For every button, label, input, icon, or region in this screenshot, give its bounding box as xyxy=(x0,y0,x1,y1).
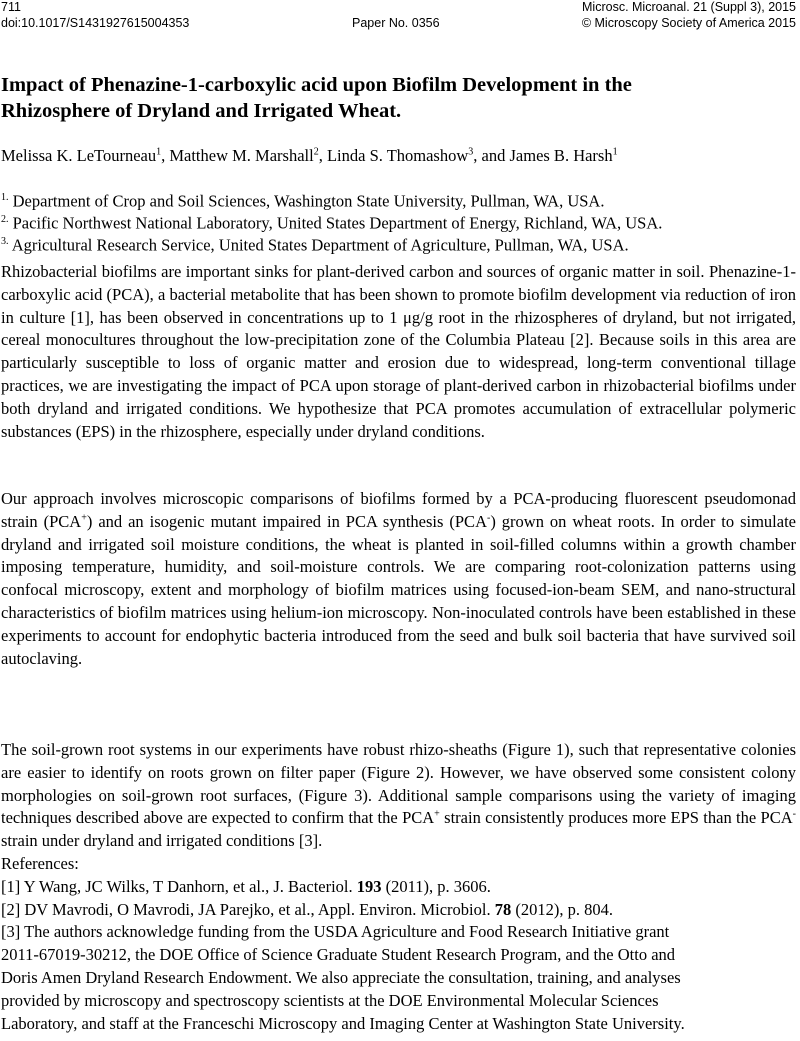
page-number: 711 xyxy=(1,0,21,14)
affiliation-number: 3. xyxy=(1,236,9,247)
author-name: Melissa K. LeTourneau xyxy=(1,146,157,165)
author-affiliation: 1 xyxy=(612,146,618,158)
affiliation-list xyxy=(1,187,662,253)
author-affiliation: 1 xyxy=(156,146,162,158)
paper-title xyxy=(1,72,791,124)
author-affiliation: 2 xyxy=(313,146,319,158)
reference-3-line: 2011-67019-30212, the DOE Office of Science Graduate Student Research Program, and the Otto and xyxy=(1,945,676,965)
reference-1: [1] Y Wang, JC Wilks, T Danhorn, et al., J. Bacteriol. 193 (2011), p. 3606. xyxy=(1,876,491,896)
reference-3-line: Laboratory, and staff at the Franceschi Microscopy and Imaging Center at Washington State University. xyxy=(1,1013,685,1033)
references-section xyxy=(1,853,796,1035)
author-list xyxy=(1,146,618,166)
affiliation-number: 2. xyxy=(1,214,9,225)
author-name: James B. Harsh xyxy=(509,146,613,165)
references-heading: References: xyxy=(1,854,79,873)
body-paragraph-1: Rhizobacterial biofilms are important sinks for plant-derived carbon and sources of organic matter in soil. Phenazine-1-carboxylic acid (PCA), a bacterial metabolite that has been shown to promote biofilm development via reduction of iron in culture [1], has been observed in concentrations up to 1 μg/g root in the rhizospheres of dryland, but not irrigated, cereal monocultures throughout the low-precipitation zone of the Columbia Plateau [2]. Because soils in this area are particularly susceptible to loss of organic matter and erosion due to widespread, long-term conventional tillage practices, we are investigating the impact of PCA upon storage of plant-derived carbon in rhizobacterial biofilms under both dryland and irrigated conditions. We hypothesize that PCA promotes accumulation of extracellular polymeric substances (EPS) in the rhizosphere, especially under dryland conditions. xyxy=(1,262,796,441)
author-name: Linda S. Thomashow xyxy=(326,146,469,165)
doi: doi:10.1017/S1431927615004353 xyxy=(1,16,190,30)
superscript-plus: + xyxy=(434,808,440,820)
copyright: © Microscopy Society of America 2015 xyxy=(581,16,796,30)
affiliation: $^{3.}$ Agricultural Research Service, United States Department of Agriculture, Pullman, WA, USA. xyxy=(1,235,629,255)
author-name: Matthew M. Marshall xyxy=(169,146,314,165)
superscript-plus: + xyxy=(81,512,87,524)
superscript-minus: - xyxy=(792,808,797,820)
reference-3-line: Doris Amen Dryland Research Endowment. We also appreciate the consultation, training, and analyses xyxy=(1,967,681,987)
paper-number: Paper No. 0356 xyxy=(352,16,440,30)
author-separator: , and xyxy=(473,146,510,165)
reference-3-line: provided by microscopy and spectroscopy scientists at the DOE Environmental Molecular Sciences xyxy=(1,990,659,1010)
affiliation: $^{2.}$ Pacific Northwest National Laboratory, United States Department of Energy, Richland, WA, USA. xyxy=(1,213,663,233)
body-paragraph-3: The soil-grown root systems in our experiments have robust rhizo-sheaths (Figure 1), such that representative colonies are easier to identify on roots grown on filter paper (Figure 2). However, we have observed some consistent colony morphologies on soil-grown root surfaces, (Figure 3). Additional sample comparisons using the variety of imaging techniques described above are expected to confirm that the PCA+ strain consistently produces more EPS than the PCA- strain under dryland and irrigated conditions [3]. xyxy=(1,740,797,851)
reference-2: [2] DV Mavrodi, O Mavrodi, JA Parejko, et al., Appl. Environ. Microbiol. 78 (2012), p. 804. xyxy=(1,899,613,919)
superscript-minus: - xyxy=(486,512,491,524)
affiliation-number: 1. xyxy=(1,192,9,203)
affiliation: $^{1.}$ Department of Crop and Soil Sciences, Washington State University, Pullman, WA, USA. xyxy=(1,191,605,211)
body-paragraph-2: Our approach involves microscopic comparisons of biofilms formed by a PCA-producing fluorescent pseudomonad strain (PCA+) and an isogenic mutant impaired in PCA synthesis (PCA-) grown on wheat roots. In order to simulate dryland and irrigated soil moisture conditions, the wheat is planted in soil-filled columns within a growth chamber imposing temperature, humidity, and soil-moisture controls. We are comparing root-colonization patterns using confocal microscopy, extent and morphology of biofilm matrices using focused-ion-beam SEM, and nano-structural characteristics of biofilm matrices using helium-ion microscopy. Non-inoculated controls have been established in these experiments to account for endophytic bacteria introduced from the seed and bulk soil bacteria that have survived soil autoclaving. xyxy=(1,489,796,668)
title-line-2: Rhizosphere of Dryland and Irrigated Wheat. xyxy=(1,100,402,122)
reference-3-line: [3] The authors acknowledge funding from the USDA Agriculture and Food Research Initiative grant xyxy=(1,922,670,942)
author-separator: , xyxy=(318,146,327,165)
author-affiliation: 3 xyxy=(468,146,474,158)
journal-citation: Microsc. Microanal. 21 (Suppl 3), 2015 xyxy=(582,0,796,14)
title-line-1: Impact of Phenazine-1-carboxylic acid upon Biofilm Development in the xyxy=(1,74,632,96)
reference-3 xyxy=(1,921,796,1035)
author-separator: , xyxy=(161,146,170,165)
